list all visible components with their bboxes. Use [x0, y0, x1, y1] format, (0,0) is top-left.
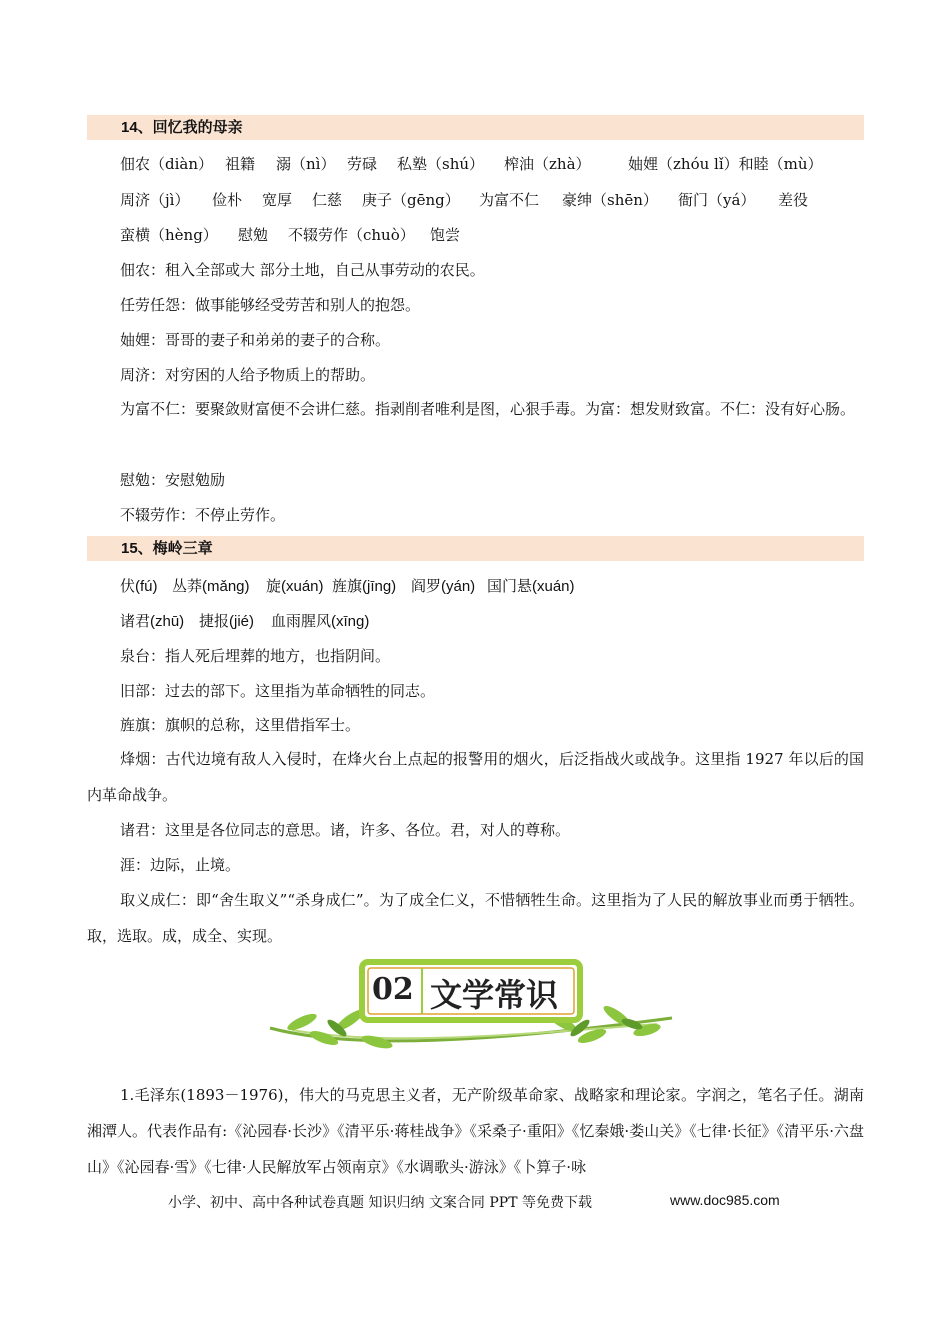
definition: 烽烟：古代边境有敌人入侵时，在烽火台上点起的报警用的烟火，后泛指战火或战争。这里指 1927 年以后的国内革命战争。 [87, 750, 864, 804]
definition: 诸君：这里是各位同志的意思。诸，许多、各位。君，对人的尊称。 [120, 821, 571, 839]
definition: 取义成仁：即“舍生取义”“杀身成仁”。为了成全仁义，不惜牺牲生命。这里指为了人民的解放事业而勇于牺牲。取，选取。成，成全、实现。 [87, 891, 864, 945]
vocab-item: 旌旗(jīng) [332, 578, 397, 595]
definition: 为富不仁：要聚敛财富便不会讲仁慈。指剥削者唯利是图，心狠手毒。为富：想发财致富。不仁：没有好心肠。 [120, 400, 856, 418]
banner-number: 02 [372, 972, 414, 1007]
vocab-item: 周济（jì） [120, 191, 190, 209]
vocab-item: 饱尝 [430, 226, 461, 244]
literature-banner [262, 958, 682, 1053]
vocab-item: 血雨腥风(xīng) [271, 613, 370, 630]
footer-url[interactable]: www.doc985.com [670, 1192, 780, 1208]
definition: 周济：对穷困的人给予物质上的帮助。 [120, 366, 376, 384]
section-14-heading-bar [87, 115, 864, 140]
vocab-item: 仁慈 [312, 191, 343, 209]
definition: 旧部：过去的部下。这里指为革命牺牲的同志。 [120, 682, 436, 700]
vocab-item: 蛮横（hèng） [120, 226, 218, 244]
vocab-item: 溺（nì） [276, 155, 336, 173]
vocab-item: 俭朴 [212, 191, 243, 209]
vocab-item: 祖籍 [225, 155, 256, 173]
vocab-item: 伏(fú) [120, 578, 158, 595]
vocab-item: 差役 [778, 191, 809, 209]
vocab-item: 豪绅（shēn） [562, 191, 658, 209]
definition: 慰勉：安慰勉励 [120, 471, 226, 489]
vocab-item: 为富不仁 [479, 191, 540, 209]
definition: 旌旗：旗帜的总称，这里借指军士。 [120, 716, 361, 734]
vocab-item: 私塾（shú） [397, 155, 485, 173]
vocab-item: 慰勉 [238, 226, 269, 244]
vocab-item: 不辍劳作（chuò） [288, 226, 415, 244]
definition: 妯娌：哥哥的妻子和弟弟的妻子的合称。 [120, 331, 391, 349]
vocab-item: 阎罗(yán) [411, 578, 476, 595]
vocab-item: 庚子（gēng） [362, 191, 460, 209]
vocab-item: 榨油（zhà） [504, 155, 591, 173]
section-15-heading: 15、梅岭三章 [121, 540, 213, 557]
banner-title: 文学常识 [430, 976, 559, 1014]
definition: 涯：边际，止境。 [120, 856, 241, 874]
vocab-item: 佃农（diàn） [120, 155, 214, 173]
vocab-item: 妯娌（zhóu lǐ）和睦（mù） [628, 155, 823, 173]
vocab-item: 国门悬(xuán) [487, 578, 575, 595]
footer-text: 小学、初中、高中各种试卷真题 知识归纳 文案合同 PPT 等免费下载 [168, 1195, 592, 1211]
vocab-item: 丛莽(mǎng) [172, 578, 250, 595]
vocab-item: 劳碌 [347, 155, 378, 173]
vocab-item: 捷报(jié) [199, 613, 254, 630]
vocab-item: 衙门（yá） [678, 191, 756, 209]
definition: 不辍劳作：不停止劳作。 [120, 506, 286, 524]
definition: 任劳任怨：做事能够经受劳苦和别人的抱怨。 [120, 296, 421, 314]
definition: 佃农：租入全部或大 部分土地，自己从事劳动的农民。 [120, 261, 485, 279]
definition: 泉台：指人死后埋葬的地方，也指阴间。 [120, 647, 391, 665]
vocab-item: 诸君(zhū) [120, 613, 185, 630]
vocab-item: 宽厚 [262, 191, 293, 209]
literature-paragraph: 1.毛泽东(1893－1976)，伟大的马克思主义者，无产阶级革命家、战略家和理论家。字润之，笔名子任。湖南湘潭人。代表作品有:《沁园春·长沙》《清平乐·蒋桂战争》《采桑子·重阳》《忆秦娥·娄山关》《七律·长征》《清平乐·六盘山》《沁园春·雪》《七律·人民解放军占领南京》《水调歌头·游泳》《卜算子·咏 [87, 1086, 864, 1176]
section-15-heading-bar [87, 536, 864, 561]
vocab-item: 旋(xuán) [266, 578, 324, 595]
section-14-heading: 14、回忆我的母亲 [121, 119, 243, 136]
